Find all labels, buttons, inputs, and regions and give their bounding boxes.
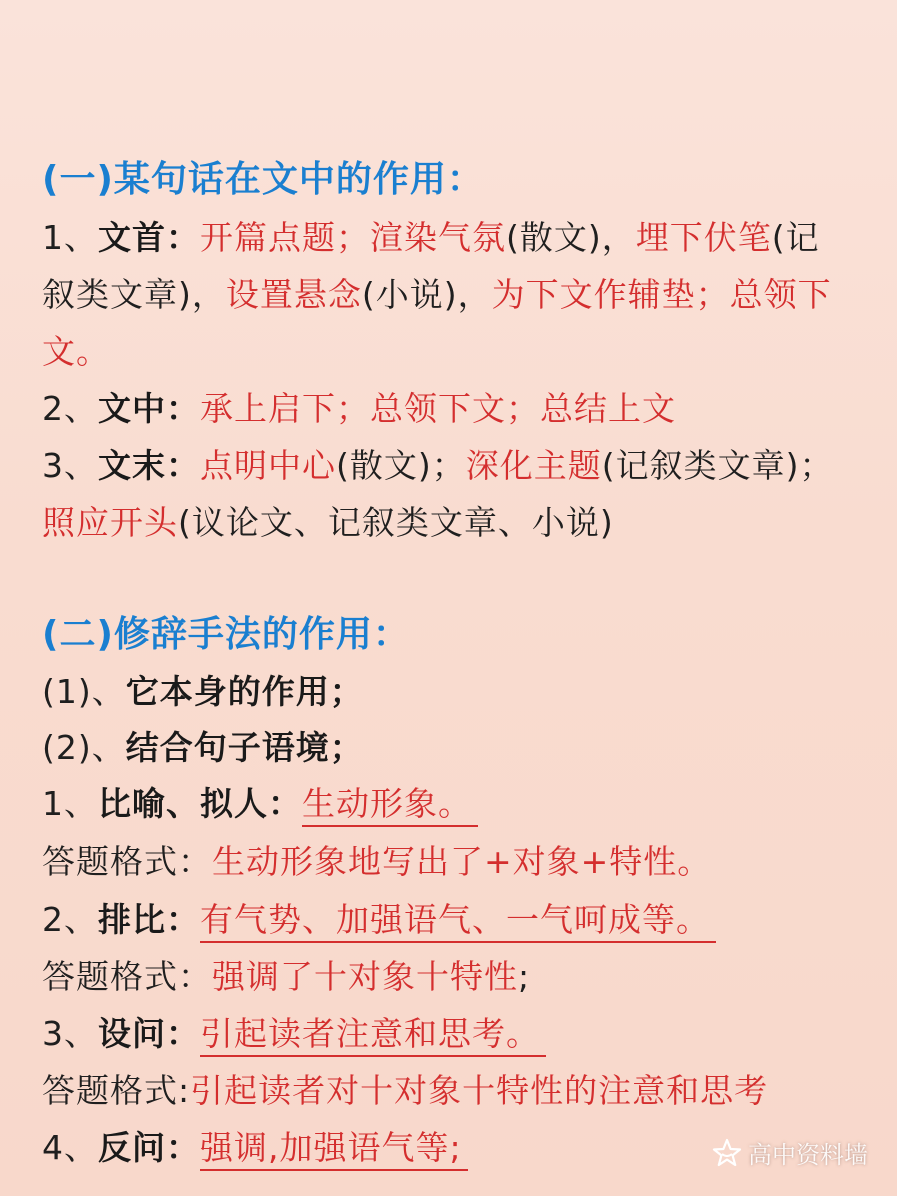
item-number: 3、 (42, 446, 98, 485)
answer-text: 开篇点题；渲染气氛 (200, 218, 506, 257)
star-logo-icon (712, 1138, 742, 1168)
note-text: (记叙类文章)； (601, 446, 834, 485)
section2-point2 (42, 728, 877, 768)
item-label: 文中： (98, 389, 200, 428)
note-text: 叙类文章)， (42, 275, 226, 314)
item-label: 反问： (98, 1128, 200, 1167)
item-number: 1、 (42, 784, 98, 823)
answer-text: 生动形象。 (302, 784, 478, 827)
answer-text: 深化主题 (465, 446, 602, 485)
answer-text: 承上启下；总领下文；总结上文 (200, 389, 676, 428)
item-label: 设问： (98, 1014, 200, 1053)
watermark (712, 1135, 868, 1170)
note-text: (记 (771, 218, 820, 257)
answer-text: 强调了十对象十特性 (212, 957, 518, 996)
section1-line1c (42, 332, 877, 372)
section1-line1b (42, 275, 877, 315)
section2-heading: (二)修辞手法的作用： (42, 614, 410, 655)
answer-text: 埋下伏笔 (635, 218, 772, 257)
item-number: (1)、 (42, 672, 126, 711)
punctuation: ; (518, 957, 531, 996)
section2-item2 (42, 900, 877, 940)
note-text: (议论文、记叙类文章、小说) (178, 503, 614, 542)
watermark-text: 高中资料墙 (748, 1141, 868, 1169)
answer-text: 有气势、加强语气、一气呵成等。 (200, 900, 716, 943)
format-label: 答题格式： (42, 842, 212, 881)
section1-line1 (42, 218, 877, 258)
item-number: 2、 (42, 389, 98, 428)
answer-text: 设置悬念 (225, 275, 362, 314)
item-number: (2)、 (42, 728, 126, 767)
item-number: 4、 (42, 1128, 98, 1167)
section2-item3 (42, 1014, 877, 1054)
section1-heading: (一)某句话在文中的作用： (42, 159, 484, 200)
answer-text: 引起读者对十对象十特性的注意和思考 (190, 1071, 769, 1110)
item-number: 1、 (42, 218, 98, 257)
item-label: 比喻、拟人： (98, 784, 302, 823)
section2-format3 (42, 1071, 877, 1111)
section2-format2 (42, 957, 877, 997)
note-text: (小说)， (361, 275, 492, 314)
format-label: 答题格式: (42, 1071, 191, 1110)
section2-format1 (42, 842, 877, 882)
answer-text: 文。 (42, 332, 110, 371)
answer-text: 生动形象地写出了+对象+特性。 (212, 842, 712, 881)
item-number: 2、 (42, 900, 98, 939)
section2-point1 (42, 672, 877, 712)
item-label: 文首： (98, 218, 200, 257)
note-text: (散文)， (506, 218, 636, 257)
item-number: 3、 (42, 1014, 98, 1053)
answer-text: 照应开头 (42, 503, 178, 542)
section2-item1 (42, 784, 877, 824)
answer-text: 为下文作辅垫；总领下 (491, 275, 832, 314)
answer-text: 强调,加强语气等; (200, 1128, 468, 1171)
section1-line2 (42, 389, 877, 429)
section1-line3 (42, 446, 877, 486)
answer-text: 点明中心 (200, 446, 336, 485)
item-label: 结合句子语境； (125, 728, 364, 767)
item-label: 它本身的作用； (125, 672, 364, 711)
format-label: 答题格式： (42, 957, 212, 996)
answer-text: 引起读者注意和思考。 (200, 1014, 546, 1057)
item-label: 文末： (98, 446, 200, 485)
item-label: 排比： (98, 900, 200, 939)
note-text: (散文)； (336, 446, 466, 485)
section1-line3b (42, 503, 877, 543)
